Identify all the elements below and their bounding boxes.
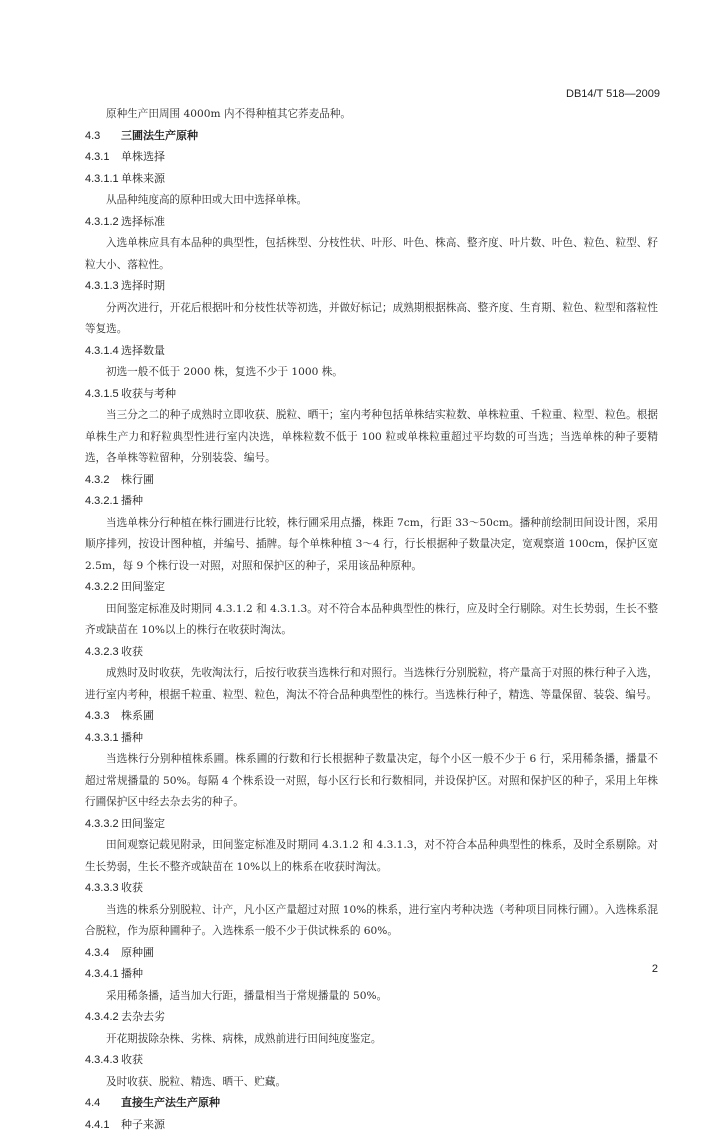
section-heading bbox=[85, 169, 658, 191]
section-number: 4.3.4.1 bbox=[85, 964, 121, 986]
section-title: 收获 bbox=[121, 882, 143, 894]
page-number: 2 bbox=[652, 963, 658, 975]
section-number: 4.3.1.5 bbox=[85, 384, 121, 406]
section-heading bbox=[85, 384, 658, 406]
section-title: 收获与考种 bbox=[121, 388, 176, 400]
section-number: 4.3.2 bbox=[85, 470, 121, 492]
section-heading bbox=[85, 1093, 658, 1115]
section-title: 收获 bbox=[121, 646, 143, 658]
paragraph: 成熟时及时收获，先收淘汰行，后按行收获当选株行和对照行。当选株行分别脱粒，将产量高于对照的株行种子入选，进行室内考种，根据千粒重、粒型、粒色，淘汰不符合品种典型性的株行。当选株行种子，精选、等量保留、装袋、编号。 bbox=[85, 663, 658, 706]
paragraph: 当选株行分别种植株系圃。株系圃的行数和行长根据种子数量决定，每个小区一般不少于 6 行，采用稀条播，播量不超过常规播量的 50%。每隔 4 个株系设一对照，每小区行长和行数相同，并设保护区。对照和保护区的种子，采用上年株行圃保护区中经去杂去劣的种子。 bbox=[85, 749, 658, 814]
section-title: 直接生产法生产原种 bbox=[121, 1097, 220, 1109]
section-number: 4.3.1.4 bbox=[85, 341, 121, 363]
section-heading bbox=[85, 1050, 658, 1072]
document-body bbox=[85, 104, 658, 1136]
section-number: 4.3.3.3 bbox=[85, 878, 121, 900]
section-number: 4.4.1 bbox=[85, 1115, 121, 1136]
section-number: 4.3.4 bbox=[85, 943, 121, 965]
section-title: 田间鉴定 bbox=[121, 581, 165, 593]
section-number: 4.3 bbox=[85, 126, 121, 148]
section-number: 4.3.3.2 bbox=[85, 814, 121, 836]
section-title: 原种圃 bbox=[121, 947, 154, 959]
section-number: 4.3.2.2 bbox=[85, 577, 121, 599]
section-heading bbox=[85, 577, 658, 599]
section-number: 4.3.2.1 bbox=[85, 491, 121, 513]
paragraph: 当三分之二的种子成熟时立即收获、脱粒、晒干；室内考种包括单株结实粒数、单株粒重、千粒重、粒型、粒色。根据单株生产力和籽粒典型性进行室内决选，单株粒数不低于 100 粒或单株粒重超过平均数的可当选；当选单株的种子要精选，各单株等粒留种，分别装袋、编号。 bbox=[85, 405, 658, 470]
section-heading bbox=[85, 878, 658, 900]
section-heading bbox=[85, 470, 658, 492]
standard-number: DB14/T 518—2009 bbox=[566, 88, 660, 100]
section-number: 4.3.3 bbox=[85, 706, 121, 728]
section-heading bbox=[85, 276, 658, 298]
section-number: 4.3.4.2 bbox=[85, 1007, 121, 1029]
section-heading bbox=[85, 491, 658, 513]
section-title: 选择数量 bbox=[121, 345, 165, 357]
section-heading bbox=[85, 706, 658, 728]
section-title: 播种 bbox=[121, 968, 143, 980]
section-number: 4.3.1 bbox=[85, 147, 121, 169]
section-heading bbox=[85, 642, 658, 664]
section-title: 株行圃 bbox=[121, 474, 154, 486]
paragraph: 及时收获、脱粒、精选、晒干、贮藏。 bbox=[85, 1072, 658, 1094]
section-heading bbox=[85, 964, 658, 986]
section-heading bbox=[85, 341, 658, 363]
section-number: 4.3.2.3 bbox=[85, 642, 121, 664]
section-title: 选择标准 bbox=[121, 216, 165, 228]
paragraph: 田间鉴定标准及时期同 4.3.1.2 和 4.3.1.3。对不符合本品种典型性的株行，应及时全行剔除。对生长势弱，生长不整齐或缺苗在 10%以上的株行在收获时淘汰。 bbox=[85, 599, 658, 642]
section-title: 田间鉴定 bbox=[121, 818, 165, 830]
paragraph: 初选一般不低于 2000 株，复选不少于 1000 株。 bbox=[85, 362, 658, 384]
section-title: 单株来源 bbox=[121, 173, 165, 185]
section-heading bbox=[85, 728, 658, 750]
section-title: 播种 bbox=[121, 495, 143, 507]
section-heading bbox=[85, 1115, 658, 1136]
section-number: 4.3.1.1 bbox=[85, 169, 121, 191]
paragraph: 入选单株应具有本品种的典型性，包括株型、分枝性状、叶形、叶色、株高、整齐度、叶片数、叶色、粒色、粒型、籽粒大小、落粒性。 bbox=[85, 233, 658, 276]
paragraph: 开花期拔除杂株、劣株、病株，成熟前进行田间纯度鉴定。 bbox=[85, 1029, 658, 1051]
section-number: 4.3.3.1 bbox=[85, 728, 121, 750]
section-title: 株系圃 bbox=[121, 710, 154, 722]
section-title: 三圃法生产原种 bbox=[121, 130, 198, 142]
section-number: 4.3.1.3 bbox=[85, 276, 121, 298]
section-heading bbox=[85, 212, 658, 234]
section-heading bbox=[85, 147, 658, 169]
section-number: 4.3.4.3 bbox=[85, 1050, 121, 1072]
paragraph: 从品种纯度高的原种田或大田中选择单株。 bbox=[85, 190, 658, 212]
paragraph: 当选单株分行种植在株行圃进行比较，株行圃采用点播，株距 7cm，行距 33～50cm。播种前绘制田间设计图，采用顺序排列，按设计图种植，并编号、插牌。每个单株种植 3～4 行，行长根据种子数量决定，宽观察道 100cm，保护区宽 2.5m，每 9 个株行设一对照，对照和保护区的种子，采用该品种原种。 bbox=[85, 513, 658, 578]
section-heading bbox=[85, 943, 658, 965]
paragraph: 采用稀条播，适当加大行距，播量相当于常规播量的 50%。 bbox=[85, 986, 658, 1008]
section-title: 选择时期 bbox=[121, 280, 165, 292]
section-title: 去杂去劣 bbox=[121, 1011, 165, 1023]
section-heading bbox=[85, 814, 658, 836]
section-title: 单株选择 bbox=[121, 151, 165, 163]
section-number: 4.4 bbox=[85, 1093, 121, 1115]
paragraph: 原种生产田周围 4000m 内不得种植其它荞麦品种。 bbox=[85, 104, 658, 126]
section-title: 收获 bbox=[121, 1054, 143, 1066]
section-title: 种子来源 bbox=[121, 1119, 165, 1131]
section-number: 4.3.1.2 bbox=[85, 212, 121, 234]
section-heading bbox=[85, 1007, 658, 1029]
section-heading bbox=[85, 126, 658, 148]
section-title: 播种 bbox=[121, 732, 143, 744]
paragraph: 当选的株系分别脱粒、计产，凡小区产量超过对照 10%的株系，进行室内考种决选（考种项目同株行圃）。入选株系混合脱粒，作为原种圃种子。入选株系一般不少于供试株系的 60%。 bbox=[85, 900, 658, 943]
paragraph: 分两次进行，开花后根据叶和分枝性状等初选，并做好标记；成熟期根据株高、整齐度、生育期、粒色、粒型和落粒性等复选。 bbox=[85, 298, 658, 341]
paragraph: 田间观察记载见附录，田间鉴定标准及时期同 4.3.1.2 和 4.3.1.3，对不符合本品种典型性的株系，及时全系剔除。对生长势弱，生长不整齐或缺苗在 10%以上的株系在收获时淘汰。 bbox=[85, 835, 658, 878]
